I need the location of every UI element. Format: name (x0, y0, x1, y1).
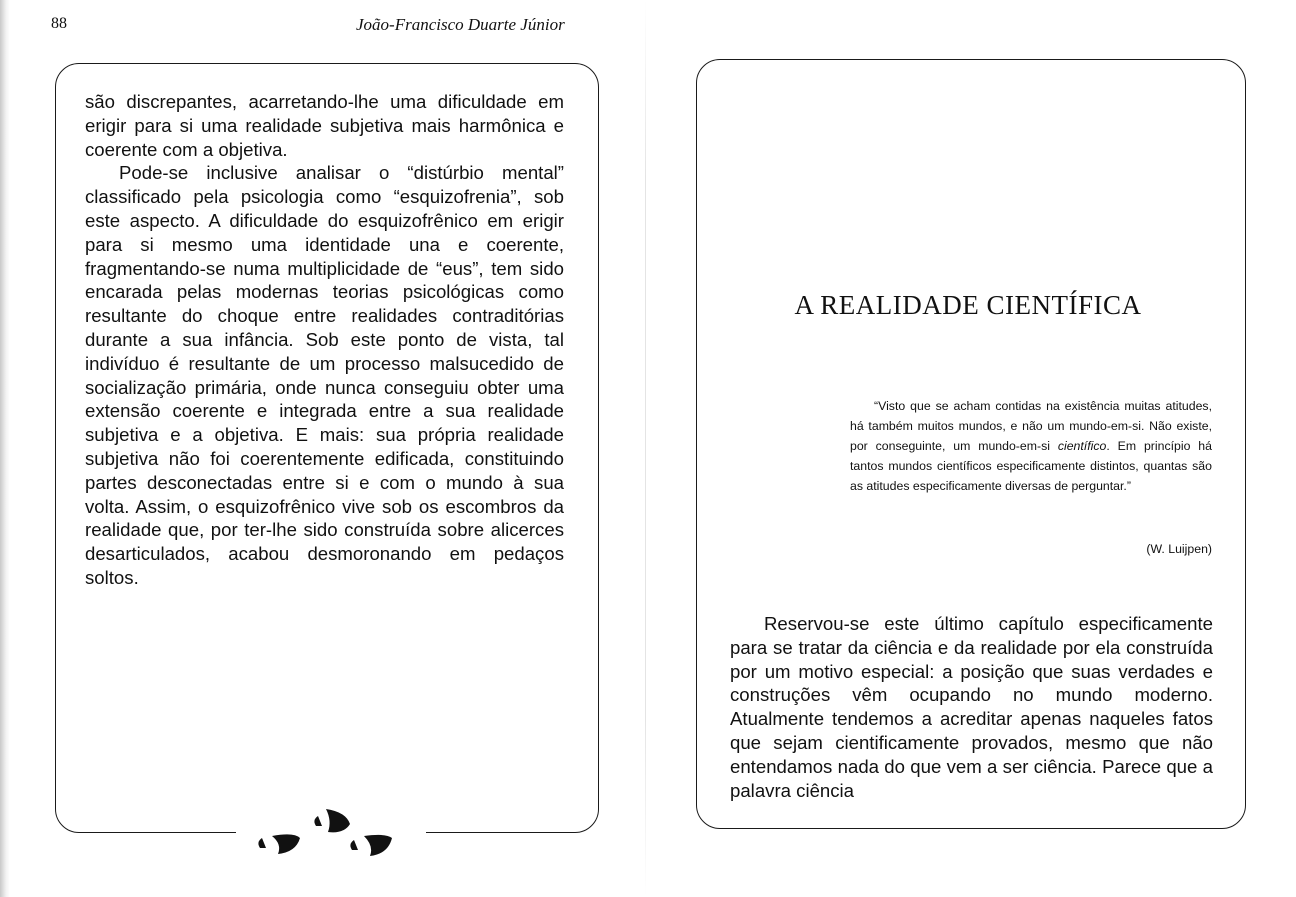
epigraph-attribution: (W. Luijpen) (1146, 542, 1212, 556)
footprint-left-toe (258, 838, 266, 848)
footprints-ornament-icon (250, 806, 412, 862)
book-edge-shadow (0, 0, 10, 897)
paragraph-schizophrenia: Pode-se inclusive analisar o “distúrbio mental” classificado pela psicologia como “esquizofrenia”, sob este aspecto. A dificuldade do esquizofrênico em erigir para si mesmo uma identidade una e coerente, fragmentando-se numa multiplicidade de “eus”, tem sido encarada pelas modernas teorias psicológicas como resultante do choque entre realidades contraditórias durante a sua infância. Sob este ponto de vista, tal indivíduo é resultante de um processo malsucedido de socialização primária, onde nunca conseguiu obter uma extensão coerente e integrada entre a sua realidade subjetiva e a objetiva. E mais: sua própria realidade subjetiva não foi coerentemente edificada, constituindo partes desconectadas entre si e com o mundo à sua volta. Assim, o esquizofrênico vive sob os escombros da realidade que, por ter-lhe sido construída sobre alicerces desarticulados, acabou desmoronando em pedaços soltos. (85, 162, 564, 588)
running-head: João-Francisco Duarte Júnior (356, 15, 565, 34)
book-gutter (645, 0, 646, 897)
footprint-right-sole (364, 835, 392, 856)
chapter-title: A REALIDADE CIENTÍFICA (794, 290, 1142, 320)
footprint-top-toe (314, 816, 322, 826)
footprint-left-sole (272, 834, 300, 854)
right-page-body (730, 612, 1213, 802)
paragraph-continuation: são discrepantes, acarretando-lhe uma dificuldade em erigir para si uma realidade subjetiva mais harmônica e coerente com a objetiva. (85, 91, 564, 160)
footprint-right-toe (350, 840, 358, 850)
epigraph-text-start: “Visto que se acham contidas na existência muitas atitudes, há também muitos mundos, e não um mundo-em-si. Não existe, por conseguinte, um mundo-em-si (850, 399, 1212, 453)
epigraph-italic-word: científico (1057, 439, 1107, 453)
page-number: 88 (51, 15, 67, 32)
epigraph-text-end: . Em princípio há tantos mundos científicos especificamente distintos, quantas são as atitudes especificamente diversas de perguntar.” (850, 439, 1212, 493)
epigraph-quote (850, 396, 1212, 496)
footprint-top-sole (326, 809, 350, 832)
left-page-body (85, 90, 564, 590)
chapter-opening-paragraph: Reservou-se este último capítulo especificamente para se tratar da ciência e da realidade por ela construída por um motivo especial: a posição que suas verdades e construções vêm ocupando no mundo moderno. Atualmente tendemos a acreditar apenas naqueles fatos que sejam cientificamente provados, mesmo que não entendamos nada do que vem a ser ciência. Parece que a palavra ciência (730, 613, 1213, 801)
